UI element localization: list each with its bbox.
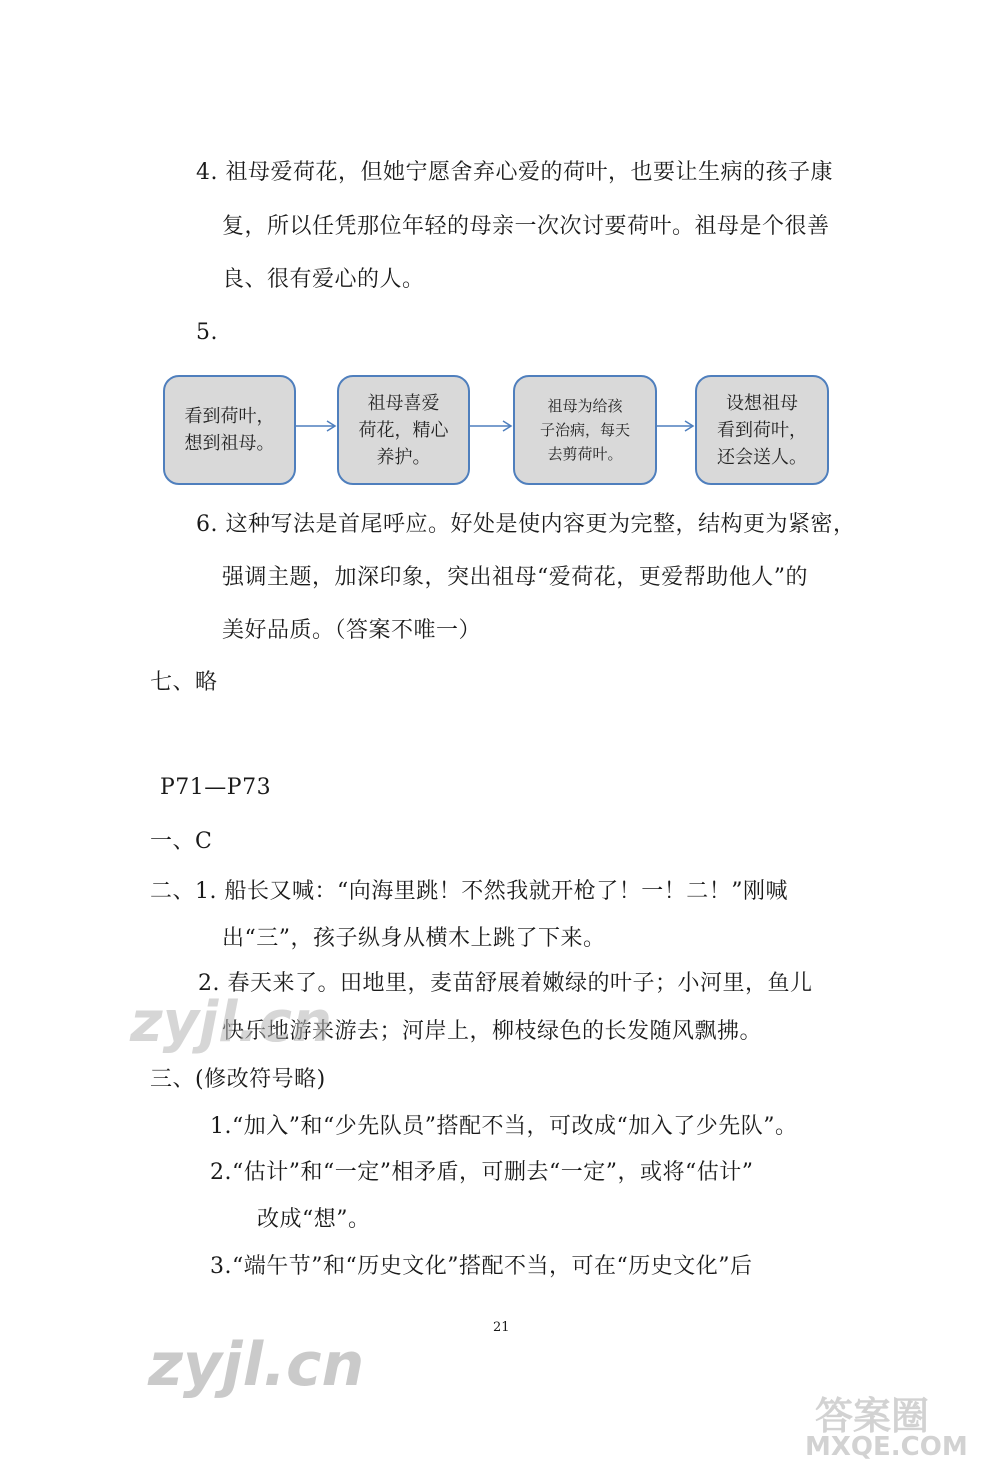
watermark-corner-top: 答案圈 <box>815 1394 930 1438</box>
arrow-3-icon <box>657 419 695 433</box>
watermark-mid: zyjl.cn <box>130 990 332 1055</box>
q4-line-1: 4. 祖母爱荷花，但她宁愿舍弃心爱的荷叶，也要让生病的孩子康 <box>196 160 833 185</box>
q4-line-2: 复，所以任凭那位年轻的母亲一次次讨要荷叶。祖母是个很善 <box>222 214 830 239</box>
part-3-heading: 三、(修改符号略) <box>150 1067 326 1092</box>
q6-line-2: 强调主题，加深印象，突出祖母“爱荷花，更爱帮助他人”的 <box>222 565 808 590</box>
q6-line-3: 美好品质。（答案不唯一） <box>222 618 482 643</box>
part-1-answer: 一、C <box>150 829 213 854</box>
watermark-bottom: zyjl.cn <box>148 1330 365 1400</box>
flow-box-1: 看到荷叶， 想到祖母。 <box>163 375 296 485</box>
q6-line-1: 6. 这种写法是首尾呼应。好处是使内容更为完整，结构更为紧密， <box>196 512 856 537</box>
part-3-item-1: 1.“加入”和“少先队员”搭配不当，可改成“加入了少先队”。 <box>210 1114 798 1139</box>
flow-box-2: 祖母喜爱 荷花，精心 养护。 <box>337 375 470 485</box>
section-7: 七、略 <box>150 670 218 695</box>
part-2-item-2-line-2: 快乐地游来游去；河岸上，柳枝绿色的长发随风飘拂。 <box>222 1019 763 1044</box>
part-3-item-2-line-2: 改成“想”。 <box>257 1207 371 1232</box>
part-2-item-2-line-1: 2. 春天来了。田地里，麦苗舒展着嫩绿的叶子；小河里，鱼儿 <box>198 971 813 996</box>
part-2-item-1-line-1: 二、1. 船长又喊：“向海里跳！不然我就开枪了！一！二！”刚喊 <box>150 879 788 904</box>
q4-line-3: 良、很有爱心的人。 <box>222 267 425 292</box>
page-range-heading: P71—P73 <box>160 775 272 800</box>
flow-box-3: 祖母为给孩 子治病，每天 去剪荷叶。 <box>513 375 657 485</box>
flow-box-4: 设想祖母 看到荷叶， 还会送人。 <box>695 375 829 485</box>
page-number: 21 <box>493 1320 510 1335</box>
part-2-item-1-line-2: 出“三”，孩子纵身从横木上跳了下来。 <box>222 926 606 951</box>
part-3-item-3: 3.“端午节”和“历史文化”搭配不当，可在“历史文化”后 <box>210 1254 753 1279</box>
part-3-item-2-line-1: 2.“估计”和“一定”相矛盾，可删去“一定”，或将“估计” <box>210 1160 754 1185</box>
watermark-corner-bottom: MXQE.COM <box>805 1432 968 1462</box>
q5-label: 5. <box>196 320 218 345</box>
arrow-1-icon <box>296 419 337 433</box>
arrow-2-icon <box>470 419 513 433</box>
